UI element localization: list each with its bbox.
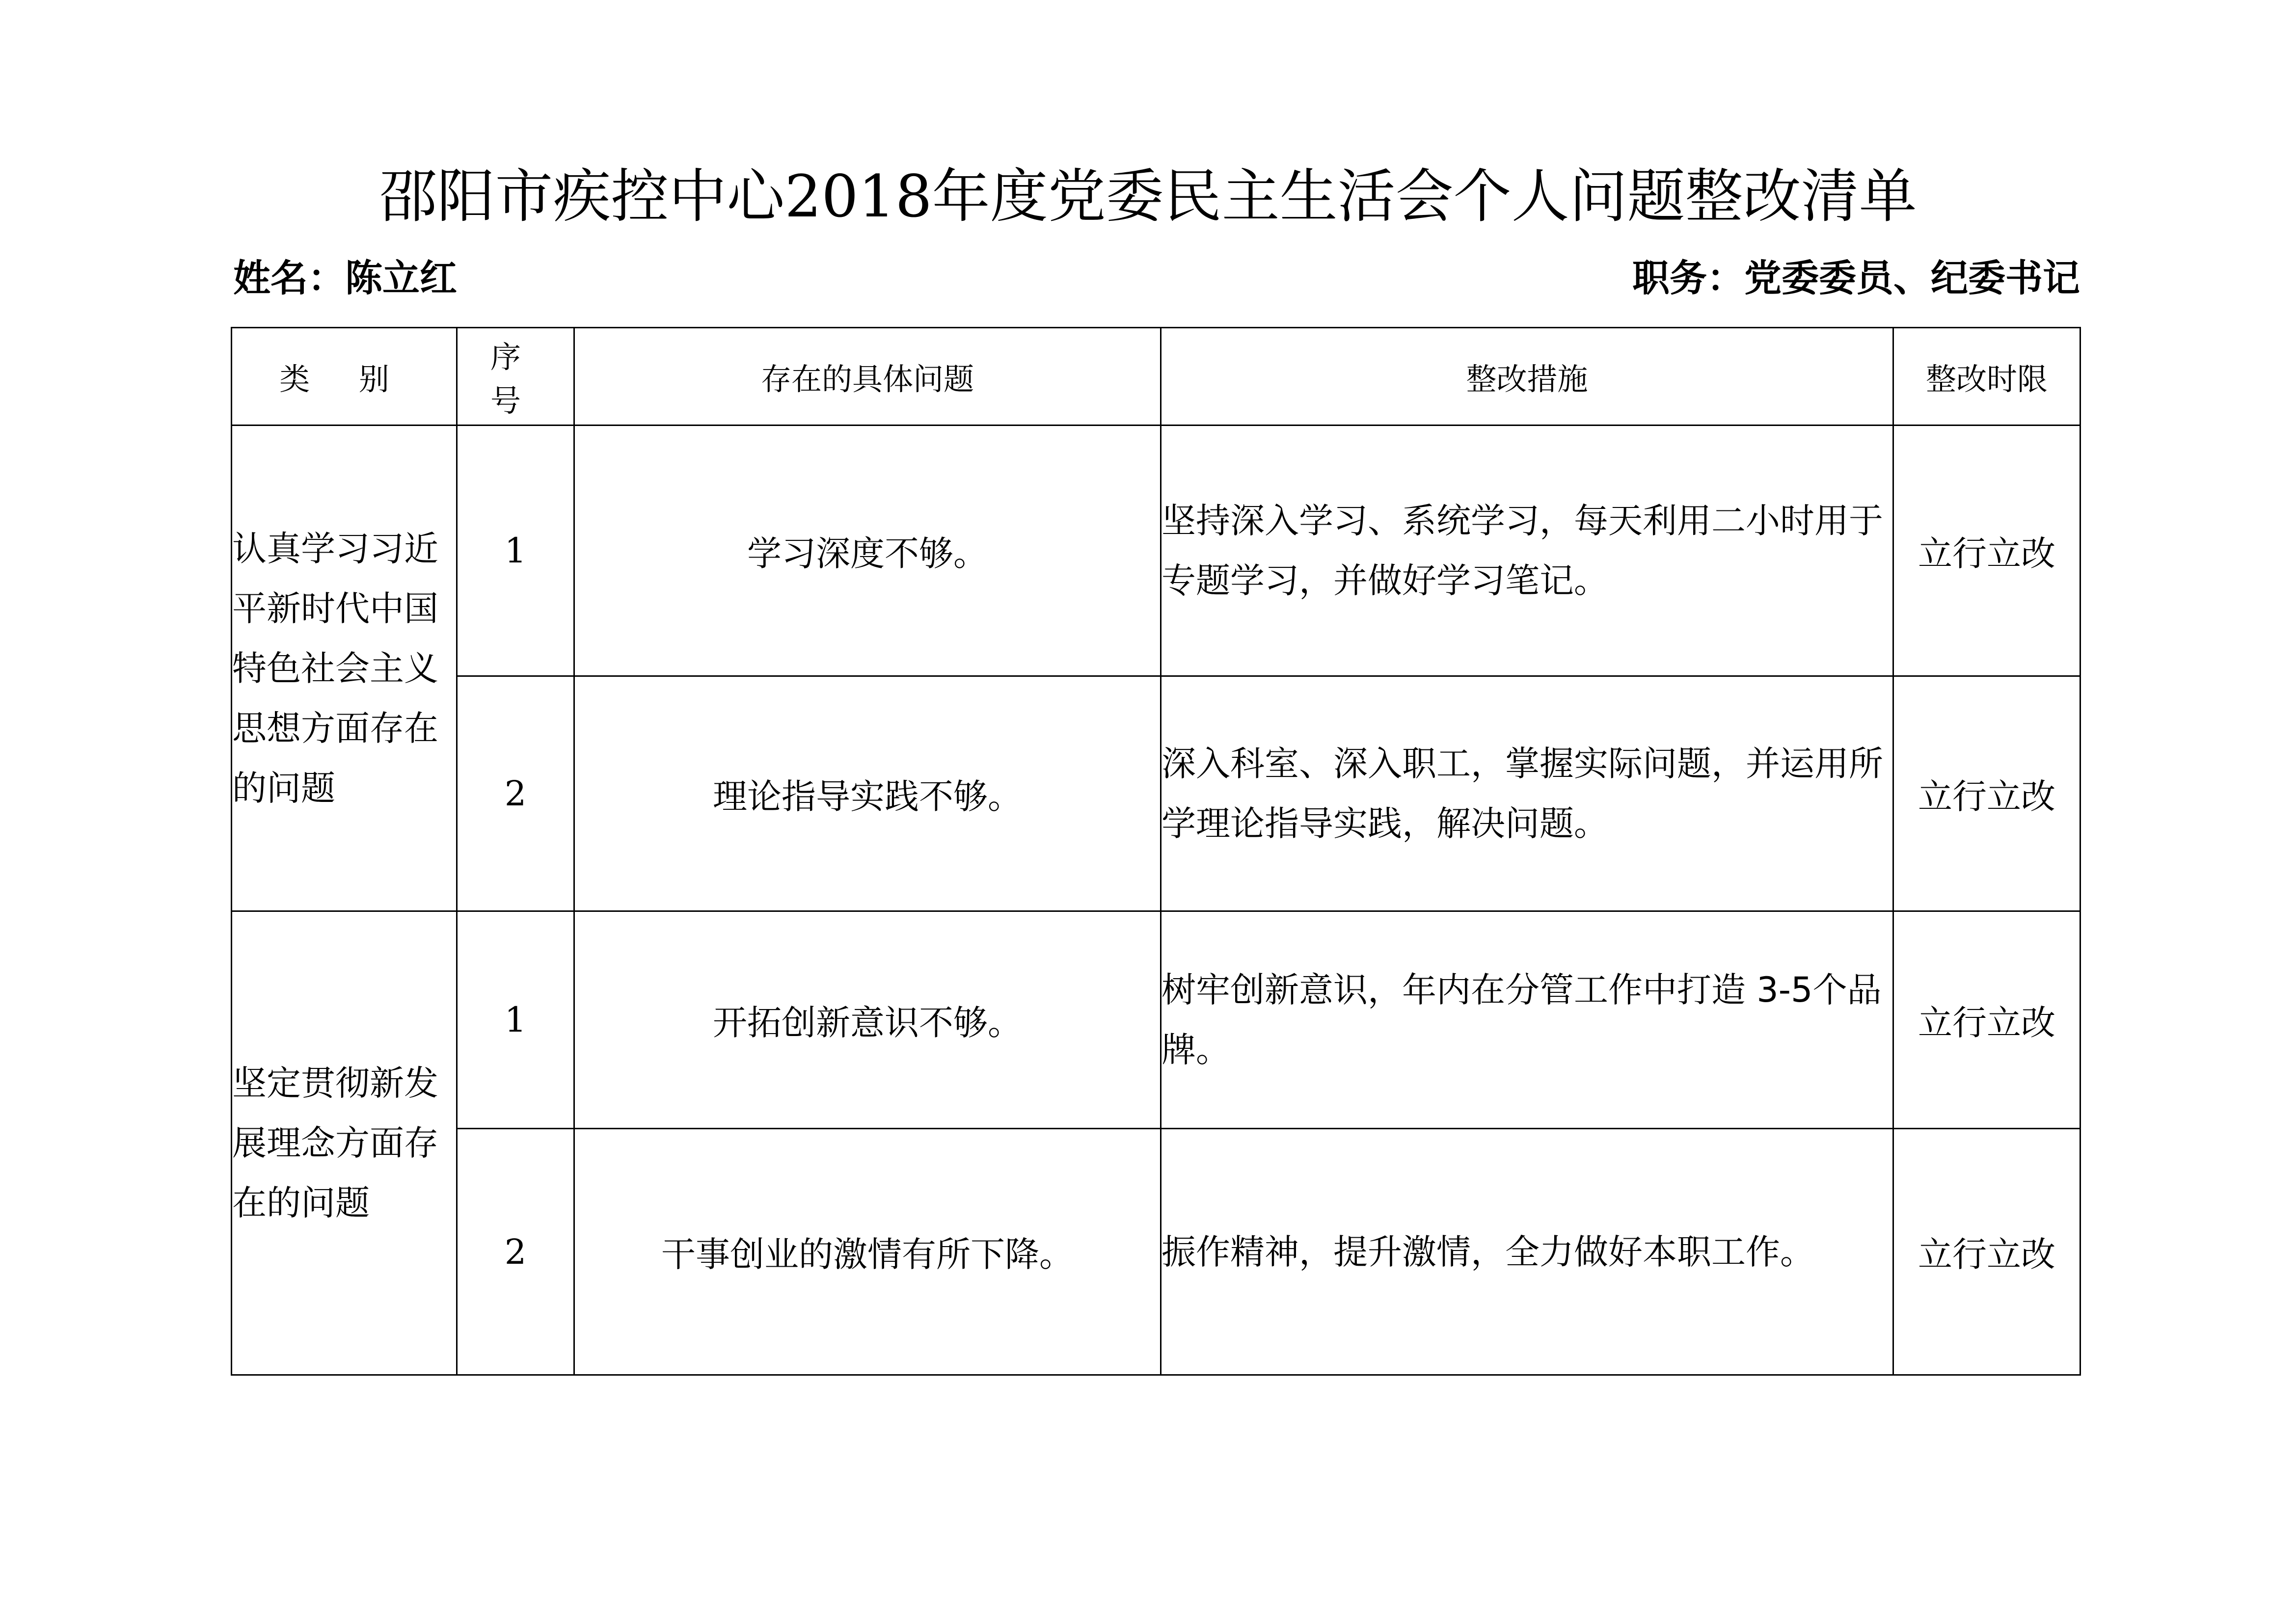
header-deadline: 整改时限 bbox=[1893, 328, 2080, 426]
number-cell: 2 bbox=[457, 1129, 574, 1375]
number-cell: 1 bbox=[457, 911, 574, 1129]
deadline-cell: 立行立改 bbox=[1893, 1129, 2080, 1375]
deadline-cell: 立行立改 bbox=[1893, 911, 2080, 1129]
deadline-cell: 立行立改 bbox=[1893, 426, 2080, 676]
position-label: 职务：党委委员、纪委书记 bbox=[1632, 256, 2080, 300]
header-number: 序 号 bbox=[457, 328, 574, 426]
category-cell: 认真学习习近平新时代中国特色社会主义思想方面存在的问题 bbox=[232, 426, 457, 911]
table-row bbox=[232, 911, 2080, 1129]
header-measure: 整改措施 bbox=[1161, 328, 1893, 426]
table-row bbox=[232, 426, 2080, 676]
table-header-row bbox=[232, 328, 2080, 426]
document-title: 邵阳市疾控中心2018年度党委民主生活会个人问题整改清单 bbox=[379, 162, 1917, 230]
header-problem: 存在的具体问题 bbox=[574, 328, 1161, 426]
problem-cell: 学习深度不够。 bbox=[574, 426, 1161, 676]
name-label: 姓名：陈立红 bbox=[233, 256, 457, 300]
table-row bbox=[232, 1129, 2080, 1375]
measure-cell: 深入科室、深入职工，掌握实际问题，并运用所学理论指导实践，解决问题。 bbox=[1161, 676, 1893, 911]
table-row bbox=[232, 676, 2080, 911]
number-cell: 2 bbox=[457, 676, 574, 911]
problem-cell: 干事创业的激情有所下降。 bbox=[574, 1129, 1161, 1375]
deadline-cell: 立行立改 bbox=[1893, 676, 2080, 911]
rectification-table bbox=[231, 327, 2081, 1376]
measure-cell: 振作精神，提升激情，全力做好本职工作。 bbox=[1161, 1129, 1893, 1375]
number-cell: 1 bbox=[457, 426, 574, 676]
header-category: 类 别 bbox=[232, 328, 457, 426]
problem-cell: 开拓创新意识不够。 bbox=[574, 911, 1161, 1129]
measure-cell: 坚持深入学习、系统学习，每天利用二小时用于专题学习，并做好学习笔记。 bbox=[1161, 426, 1893, 676]
problem-cell: 理论指导实践不够。 bbox=[574, 676, 1161, 911]
category-cell: 坚定贯彻新发展理念方面存在的问题 bbox=[232, 911, 457, 1375]
measure-cell: 树牢创新意识，年内在分管工作中打造 3-5个品牌。 bbox=[1161, 911, 1893, 1129]
